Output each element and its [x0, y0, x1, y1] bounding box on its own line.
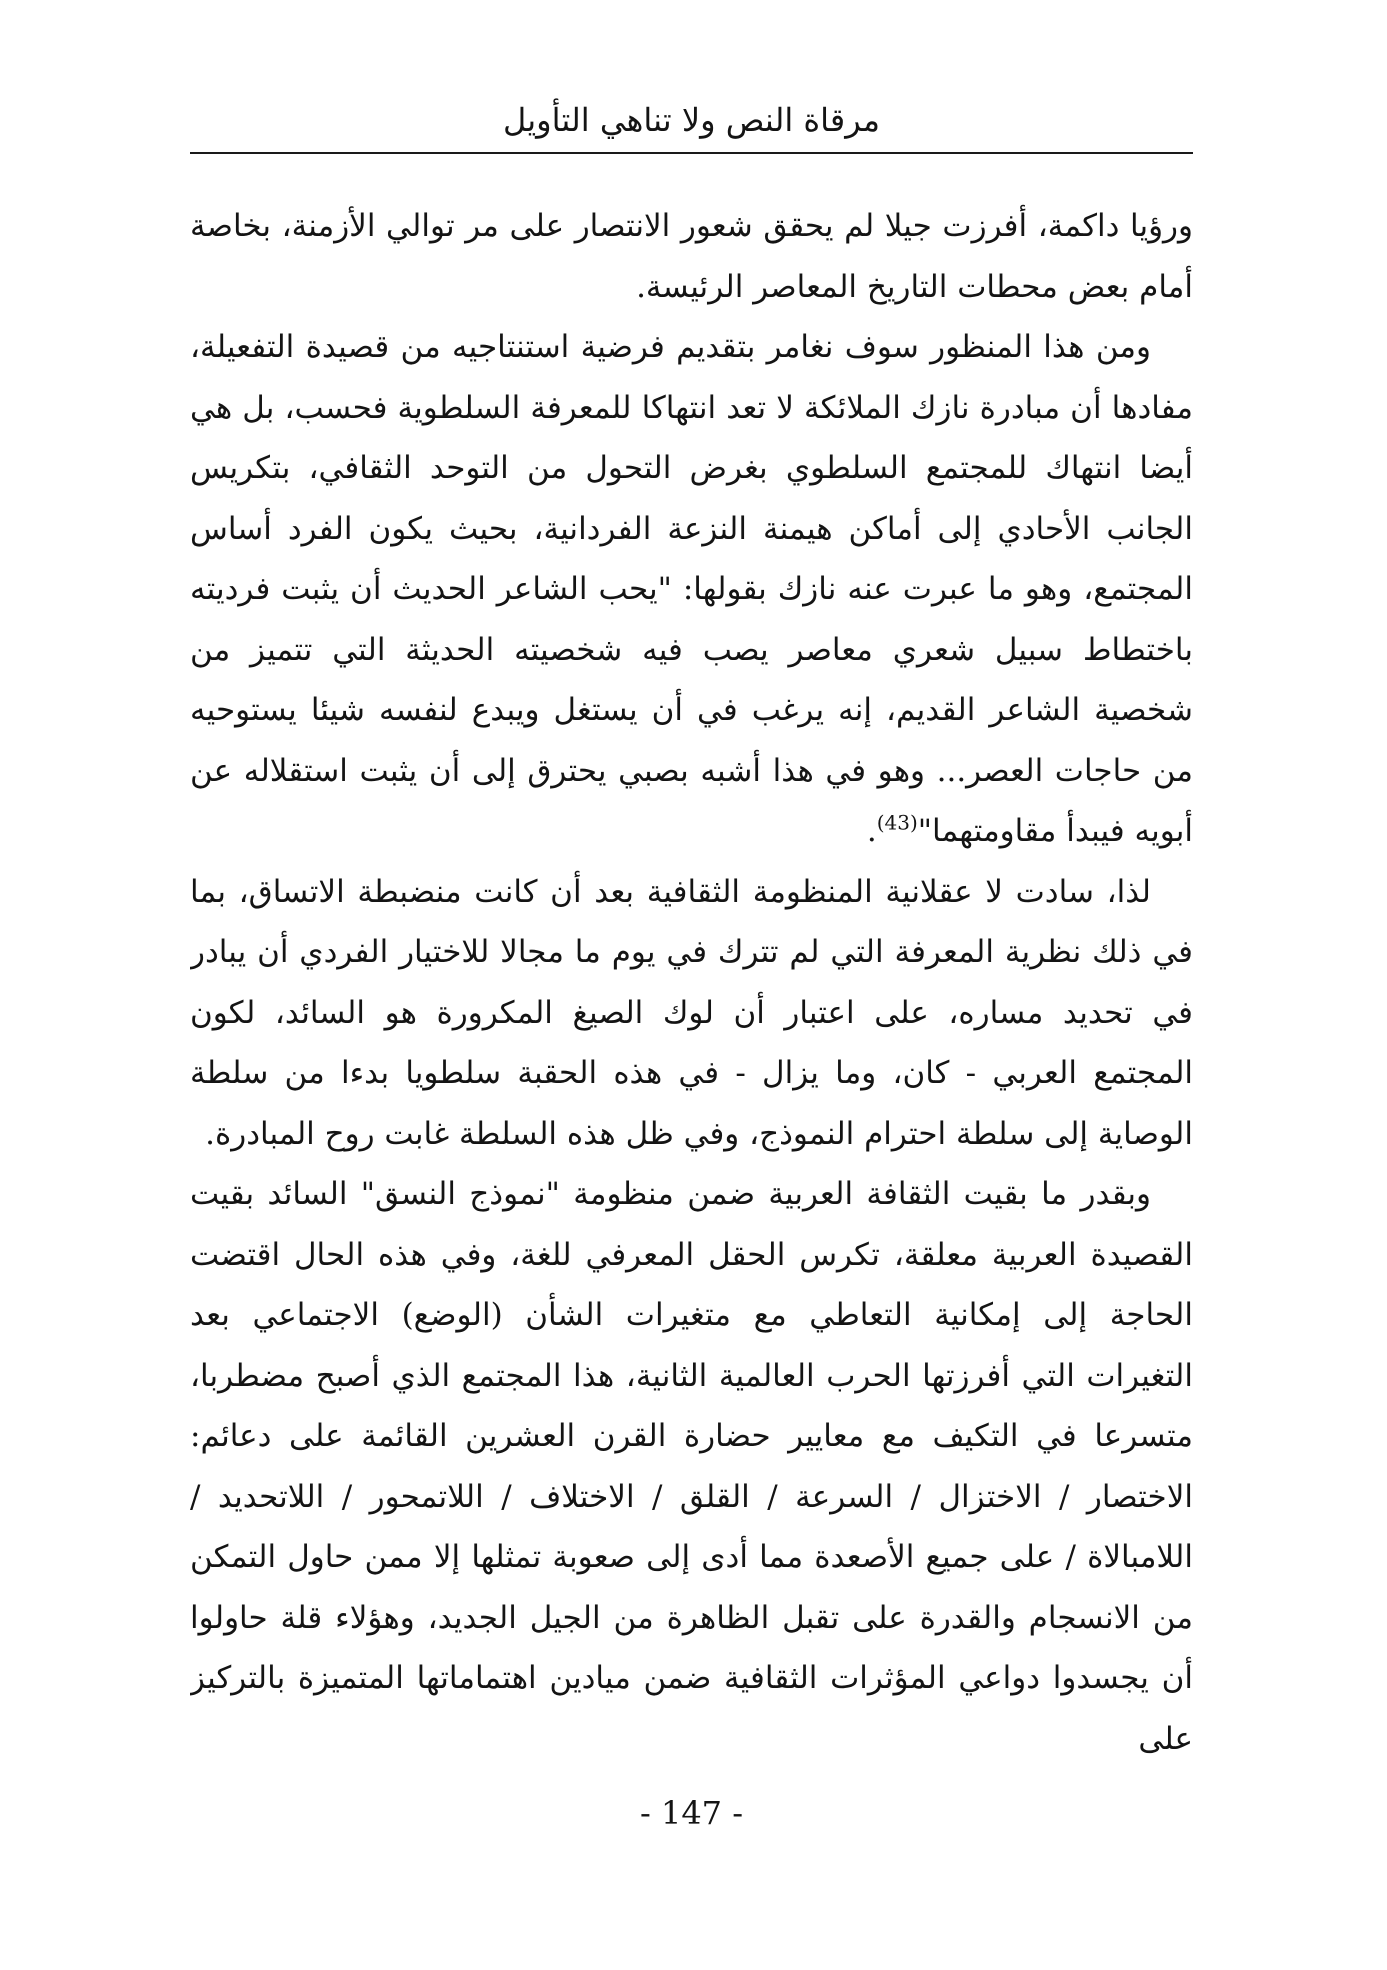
paragraph-4: وبقدر ما بقيت الثقافة العربية ضمن منظومة "نموذج النسق" السائد بقيت القصيدة العربية معلقة، تكرس الحقل المعرفي للغة، وفي هذه الحال اقتضت الحاجة إلى إمكانية التعاطي مع متغيرات الشأن (الوضع) الاجتماعي بعد التغيرات التي أفرزتها الحرب العالمية الثانية، هذا المجتمع الذي أصبح مضطربا، متسرعا في التكيف مع معايير حضارة القرن العشرين القائمة على دعائم: الاختصار / الاختزال / السرعة / القلق / الاختلاف / اللاتمحور / اللاتحديد / اللامبالاة / على جميع الأصعدة مما أدى إلى صعوبة تمثلها إلا ممن حاول التمكن من الانسجام والقدرة على تقبل الظاهرة من الجيل الجديد، وهؤلاء قلة حاولوا أن يجسدوا دواعي المؤثرات الثقافية ضمن ميادين اهتماماتها المتميزة بالتركيز على [190, 1176, 1193, 1757]
paragraph-1: ورؤيا داكمة، أفرزت جيلا لم يحقق شعور الانتصار على مر توالي الأزمنة، بخاصة أمام بعض محطات التاريخ المعاصر الرئيسة. [190, 208, 1193, 305]
page-number: - 147 - [639, 1794, 744, 1832]
footnote-reference[interactable]: (43) [876, 810, 918, 835]
paragraph-2 [190, 317, 1193, 862]
running-header: مرقاة النص ولا تناهي التأويل [503, 101, 880, 139]
paragraph-2-tail: . [866, 813, 877, 849]
paragraph-2-text: ومن هذا المنظور سوف نغامر بتقديم فرضية استنتاجيه من قصيدة التفعيلة، مفادها أن مبادرة نازك الملائكة لا تعد انتهاكا للمعرفة السلطوية فحسب، بل هي أيضا انتهاك للمجتمع السلطوي بغرض التحول من التوحد الثقافي، بتكريس الجانب الأحادي إلى أماكن هيمنة النزعة الفردانية، بحيث يكون الفرد أساس المجتمع، وهو ما عبرت عنه نازك بقولها: "يحب الشاعر الحديث أن يثبت فرديته باختطاط سبيل شعري معاصر يصب فيه شخصيته الحديثة التي تتميز من شخصية الشاعر القديم، إنه يرغب في أن يستغل ويبدع لنفسه شيئا يستوحيه من حاجات العصر... وهو في هذا أشبه بصبي يحترق إلى أن يثبت استقلاله عن أبويه فيبدأ مقاومتهما" [190, 329, 1193, 849]
header-divider [190, 152, 1193, 154]
paragraph-3: لذا، سادت لا عقلانية المنظومة الثقافية بعد أن كانت منضبطة الاتساق، بما في ذلك نظرية المعرفة التي لم تترك في يوم ما مجالا للاختيار الفردي أن يبادر في تحديد مساره، على اعتبار أن لوك الصيغ المكرورة هو السائد، لكون المجتمع العربي - كان، وما يزال - في هذه الحقبة سلطويا بدءا من سلطة الوصاية إلى سلطة احترام النموذج، وفي ظل هذه السلطة غابت روح المبادرة. [190, 873, 1193, 1152]
body-text [190, 196, 1193, 1776]
